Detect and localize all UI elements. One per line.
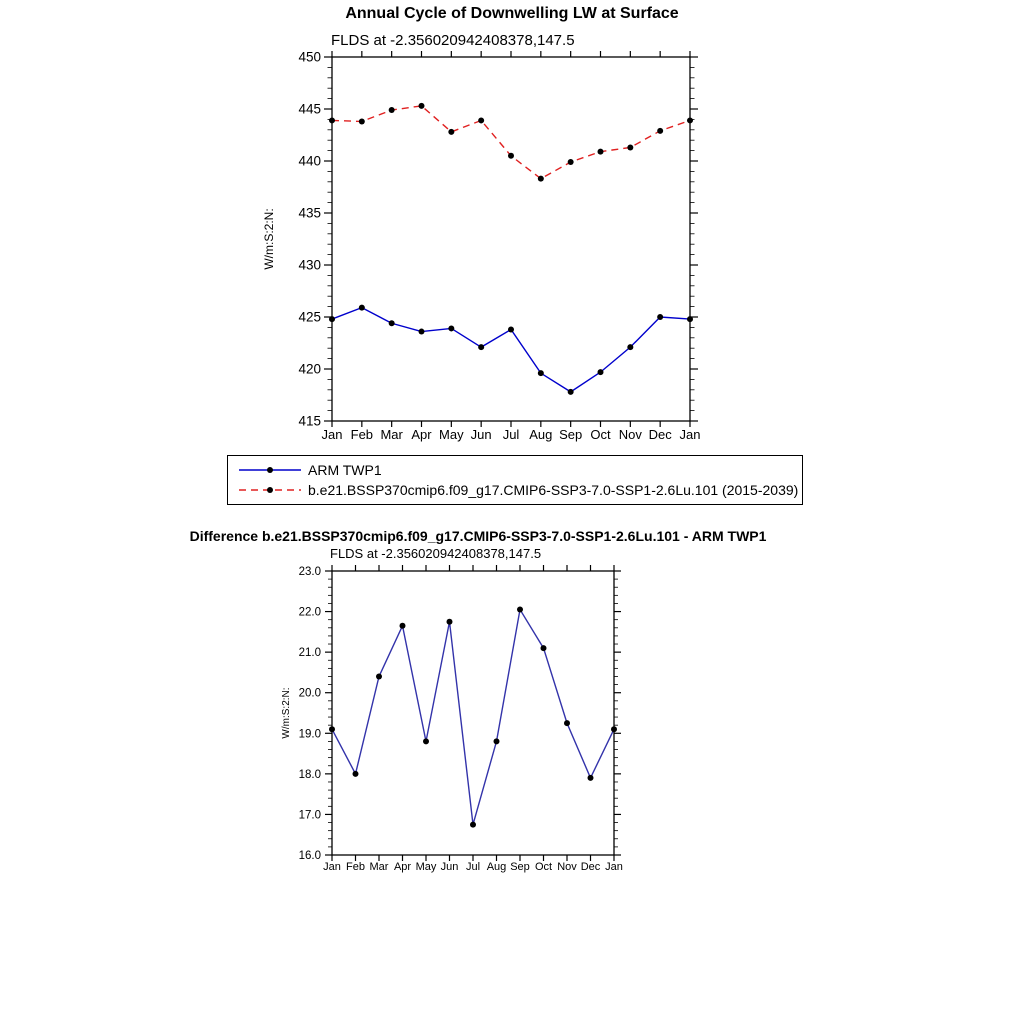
data-point <box>588 775 594 781</box>
y-tick-label: 435 <box>298 205 321 221</box>
data-point <box>541 645 547 651</box>
data-point <box>329 726 335 732</box>
data-point <box>359 118 365 124</box>
plot-border <box>332 571 614 855</box>
data-point <box>359 305 365 311</box>
x-tick-label: Aug <box>486 861 507 873</box>
data-point <box>423 738 429 744</box>
y-axis-label: W/m:S:2:N: <box>262 208 276 270</box>
legend-label-model: b.e21.BSSP370cmip6.f09_g17.CMIP6-SSP3-7.0-SSP1-2.6Lu.101 (2015-2039) <box>308 481 799 498</box>
top-chart-subtitle: FLDS at -2.356020942408378,147.5 <box>331 32 575 49</box>
x-tick-label: Jan <box>605 861 623 873</box>
x-tick-label: Nov <box>618 427 642 442</box>
series-line <box>332 308 690 392</box>
x-tick-label: Jun <box>470 427 492 442</box>
x-tick-label: Jan <box>323 861 341 873</box>
series-line <box>332 610 614 825</box>
data-point <box>470 822 476 828</box>
data-point <box>657 314 663 320</box>
data-point <box>329 117 335 123</box>
legend-line-sample-model <box>238 484 302 496</box>
data-point <box>538 370 544 376</box>
x-tick-label: Sep <box>559 427 583 442</box>
data-point <box>419 103 425 109</box>
data-point <box>627 344 633 350</box>
x-tick-label: Jan <box>321 427 343 442</box>
legend-entry-model <box>238 482 802 498</box>
x-tick-label: Jan <box>679 427 701 442</box>
data-point <box>508 153 514 159</box>
x-tick-label: Feb <box>350 427 374 442</box>
x-tick-label: Apr <box>393 861 412 873</box>
x-tick-label: Nov <box>557 861 577 873</box>
data-point <box>419 329 425 335</box>
data-point <box>353 771 359 777</box>
legend-line-sample-obs <box>238 464 302 476</box>
y-tick-label: 415 <box>298 413 321 429</box>
y-tick-label: 18.0 <box>298 768 321 781</box>
data-point <box>687 316 693 322</box>
x-tick-label: Feb <box>346 861 365 873</box>
data-point <box>627 144 633 150</box>
y-tick-label: 19.0 <box>298 728 321 741</box>
data-point <box>448 129 454 135</box>
data-point <box>598 369 604 375</box>
data-point <box>448 325 454 331</box>
y-tick-label: 450 <box>298 49 321 65</box>
data-point <box>598 149 604 155</box>
series-line <box>332 106 690 179</box>
y-tick-label: 17.0 <box>298 809 321 822</box>
y-axis-label: W/m:S:2:N: <box>281 687 292 739</box>
data-point <box>389 320 395 326</box>
y-tick-label: 420 <box>298 361 321 377</box>
x-tick-label: Apr <box>411 427 432 442</box>
x-tick-label: Oct <box>534 861 553 873</box>
y-tick-label: 22.0 <box>298 606 321 619</box>
x-tick-label: Dec <box>648 427 672 442</box>
legend-marker-model <box>267 487 273 493</box>
data-point <box>538 176 544 182</box>
data-point <box>478 117 484 123</box>
x-tick-label: May <box>439 427 464 442</box>
data-point <box>478 344 484 350</box>
x-tick-label: Oct <box>590 427 611 442</box>
y-tick-label: 21.0 <box>298 647 321 660</box>
data-point <box>494 738 500 744</box>
data-point <box>508 326 514 332</box>
x-tick-label: Mar <box>380 427 403 442</box>
plot-0 <box>262 50 700 442</box>
plot-1 <box>281 565 623 873</box>
y-tick-label: 20.0 <box>298 687 321 700</box>
x-tick-label: Dec <box>580 861 601 873</box>
y-tick-label: 16.0 <box>298 850 321 863</box>
data-point <box>564 720 570 726</box>
y-tick-label: 425 <box>298 309 321 325</box>
bottom-chart-subtitle: FLDS at -2.356020942408378,147.5 <box>330 546 542 561</box>
plot-border <box>332 57 690 421</box>
y-tick-label: 23.0 <box>298 566 321 579</box>
x-tick-label: May <box>415 861 437 873</box>
x-tick-label: Aug <box>529 427 553 442</box>
x-tick-label: Jun <box>440 861 459 873</box>
data-point <box>376 673 382 679</box>
legend-label-obs: ARM TWP1 <box>308 462 382 479</box>
data-point <box>687 117 693 123</box>
x-tick-label: Sep <box>510 861 530 873</box>
data-point <box>568 389 574 395</box>
legend-marker-obs <box>267 467 273 473</box>
x-tick-label: Jul <box>502 427 520 442</box>
difference-title: Difference b.e21.BSSP370cmip6.f09_g17.CMIP6-SSP3-7.0-SSP1-2.6Lu.101 - ARM TWP1 <box>189 528 767 544</box>
data-point <box>611 726 617 732</box>
data-point <box>517 607 523 613</box>
data-point <box>400 623 406 629</box>
page-title: Annual Cycle of Downwelling LW at Surface <box>345 5 679 22</box>
y-tick-label: 445 <box>298 101 321 117</box>
data-point <box>657 128 663 134</box>
legend-box <box>227 455 803 505</box>
x-tick-label: Mar <box>369 861 389 873</box>
data-point <box>568 159 574 165</box>
y-tick-label: 430 <box>298 257 321 273</box>
legend-entry-obs <box>238 462 802 478</box>
x-tick-label: Jul <box>465 861 481 873</box>
y-tick-label: 440 <box>298 153 321 169</box>
data-point <box>329 316 335 322</box>
data-point <box>447 619 453 625</box>
data-point <box>389 107 395 113</box>
